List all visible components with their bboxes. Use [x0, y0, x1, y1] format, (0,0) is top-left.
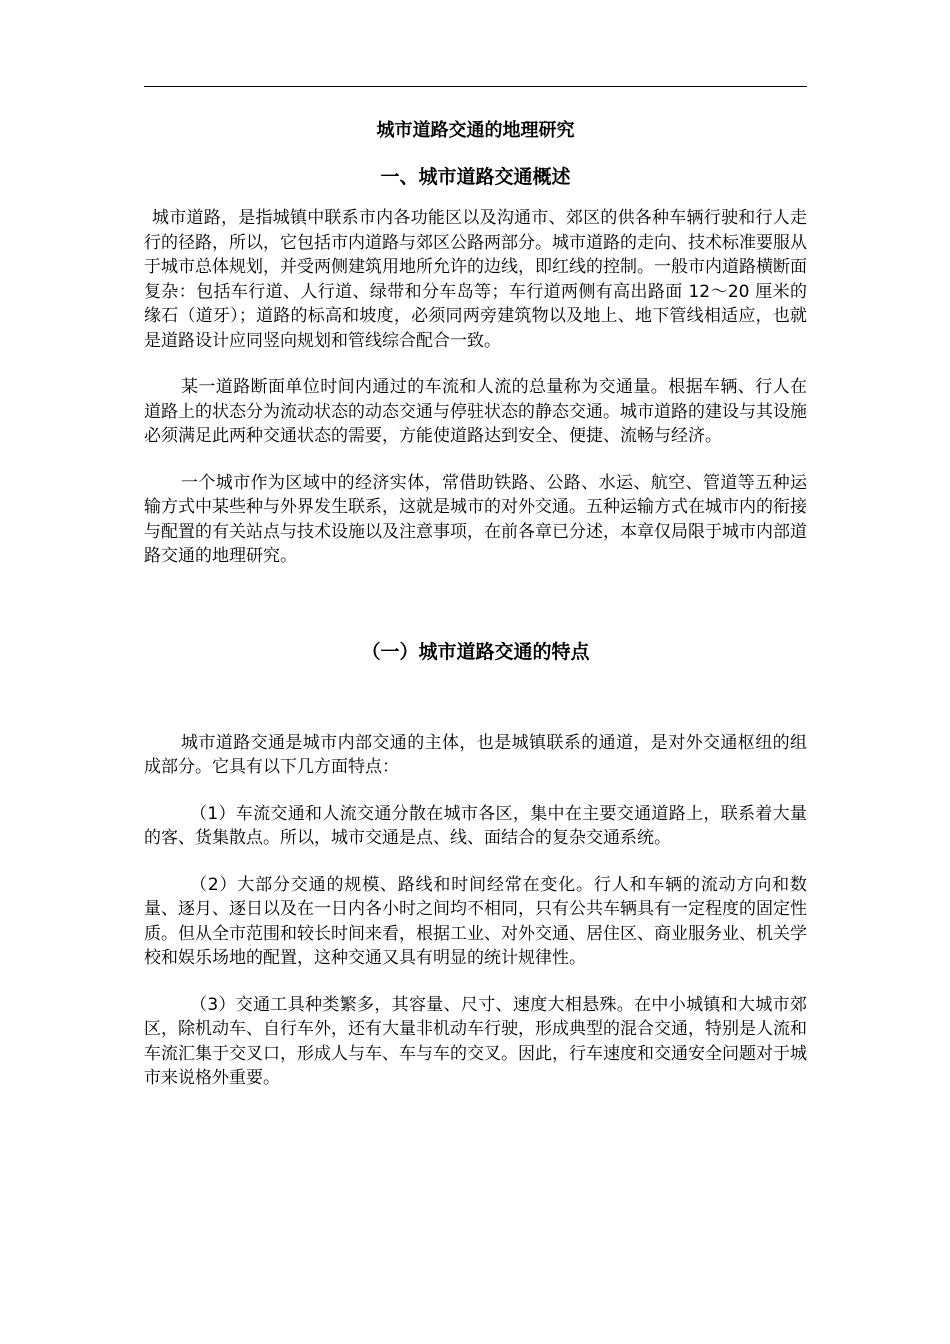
list-item-2: （2）大部分交通的规模、路线和时间经常在变化。行人和车辆的流动方向和数量、逐月、逐日以及在一日内各小时之间均不相同，只有公共车辆具有一定程度的固定性质。但从全市范围和较长时间来看，根据工业、对外交通、居住区、商业服务业、机关学校和娱乐场地的配置，这种交通又具有明显的统计规律性。 — [144, 874, 807, 968]
paragraph-traffic-volume: 某一道路断面单位时间内通过的车流和人流的总量称为交通量。根据车辆、行人在道路上的状态分为流动状态的动态交通与停驻状态的静态交通。城市道路的建设与其设施必须满足此两种交通状态的需要，方能使道路达到安全、便捷、流畅与经济。 — [144, 377, 807, 446]
paragraph-characteristics-intro: 城市道路交通是城市内部交通的主体，也是城镇联系的通道，是对外交通枢纽的组成部分。它具有以下几方面特点： — [144, 732, 807, 777]
section-heading-characteristics: （一）城市道路交通的特点 — [361, 640, 590, 663]
section-heading-overview: 一、城市道路交通概述 — [380, 166, 571, 188]
list-item-1: （1）车流交通和人流交通分散在城市各区，集中在主要交通道路上，联系着大量的客、货集散点。所以，城市交通是点、线、面结合的复杂交通系统。 — [144, 803, 807, 848]
document-title: 城市道路交通的地理研究 — [376, 120, 575, 141]
header-rule — [144, 86, 807, 87]
paragraph-external-traffic: 一个城市作为区域中的经济实体，常借助铁路、公路、水运、航空、管道等五种运输方式中某些种与外界发生联系，这就是城市的对外交通。五种运输方式在城市内的衔接与配置的有关站点与技术设施以及注意事项，在前各章已分述，本章仅局限于城市内部道路交通的地理研究。 — [144, 472, 807, 566]
document-body — [144, 116, 807, 1091]
list-item-3: （3）交通工具种类繁多，其容量、尺寸、速度大相悬殊。在中小城镇和大城市郊区，除机动车、自行车外，还有大量非机动车行驶，形成典型的混合交通，特别是人流和车流汇集于交叉口，形成人与车、车与车的交叉。因此，行车速度和交通安全问题对于城市来说格外重要。 — [144, 994, 807, 1088]
paragraph-definition: 城市道路，是指城镇中联系市内各功能区以及沟通市、郊区的供各种车辆行驶和行人走行的径路，所以，它包括市内道路与郊区公路两部分。城市道路的走向、技术标准要服从于城市总体规划，并受两侧建筑用地所允许的边线，即红线的控制。一般市内道路横断面复杂：包括车行道、人行道、绿带和分车岛等；车行道两侧有高出路面 12～20 厘米的缘石（道牙）；道路的标高和坡度，必须同两旁建筑物以及地上、地下管线相适应，也就是道路设计应同竖向规划和管线综合配合一致。 — [144, 208, 807, 351]
